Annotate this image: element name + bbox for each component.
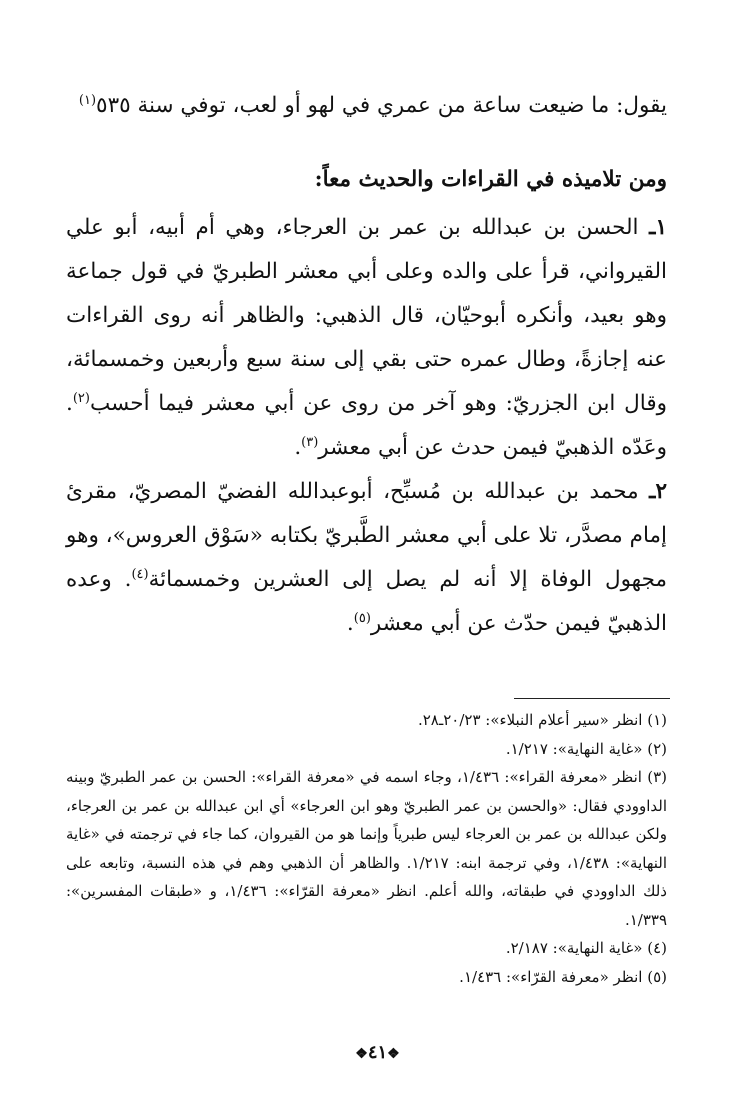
entry-text-continued: . وعده الذهبيّ فيمن حدّث عن أبي معشر — [66, 567, 667, 636]
intro-text: يقول: ما ضيعت ساعة من عمري في لهو أو لعب، توفي سنة ٥٣٥ — [96, 93, 667, 118]
entry-number: ٢ـ — [649, 479, 667, 504]
ornament-right-icon: ❖ — [355, 1046, 368, 1062]
main-text — [66, 84, 667, 646]
footnote-ref-3[interactable]: (٣) — [301, 434, 319, 450]
intro-paragraph — [66, 84, 667, 128]
page-number — [0, 1042, 755, 1063]
page-number-text: ٤١ — [367, 1042, 388, 1063]
footnote-ref-2[interactable]: (٢) — [72, 390, 90, 406]
footnote-3: (٣) انظر «معرفة القراء»: ١/٤٣٦، وجاء اسمه في «معرفة القراء»: الحسن بن عمر الطبريّ وبينه الداوودي فقال: «والحسن بن عمر الطبريّ وهو ابن العرجاء» أي ابن عبدالله بن عمر بن العرجاء، ولكن عبدالله بن عمر بن العرجاء ليس طبرياً وإنما هو من القيروان، كما جاء في ترجمته في «غاية النهاية»: ١/٤٣٨، وفي ترجمة ابنه: ١/٢١٧. والظاهر أن الذهبي وهم في هذه النسبة، وتابعه على ذلك الداوودي في طبقاته، والله أعلم. انظر «معرفة القرّاء»: ١/٤٣٦، و «طبقات المفسرين»: ١/٣٣٩. — [66, 768, 668, 929]
footnote-ref-1[interactable]: (١) — [78, 92, 97, 108]
footnote-1: (١) انظر «سير أعلام النبلاء»: ٢٠/٢٣ـ٢٨. — [417, 711, 667, 729]
footnotes — [66, 706, 667, 991]
section-heading: ومن تلاميذه في القراءات والحديث معاً: — [314, 167, 667, 192]
entry-end: . — [346, 611, 354, 636]
entry-end: . — [294, 435, 302, 460]
entry-text: محمد بن عبدالله بن مُسبِّح، أبوعبدالله الفضيّ المصريّ، مقرئ إمام مصدَّر، تلا على أبي معشر الطَّبريّ بكتابه «سَوْق العروس»، وهو مجهول الوفاة إلا أنه لم يصل إلى العشرين وخمسمائة — [66, 479, 667, 592]
entry-2 — [66, 470, 667, 646]
entry-text-continued: . وعَدّه الذهبيّ فيمن حدث عن أبي معشر — [66, 391, 667, 460]
footnote-divider — [514, 698, 670, 699]
footnote-2: (٢) «غاية النهاية»: ١/٢١٧. — [505, 739, 667, 758]
entry-text: الحسن بن عبدالله بن عمر بن العرجاء، وهي أم أبيه، أبو علي القيرواني، قرأ على والده وعلى أبي معشر الطبريّ في قول جماعة وهو بعيد، وأنكره أبوحيّان، قال الذهبي: والظاهر أنه روى القراءات عنه إجازةً، وطال عمره حتى بقي إلى سنة سبع وأربعين وخمسمائة، وقال ابن الجزريّ: وهو آخر من روى عن أبي معشر فيما أحسب — [66, 215, 667, 416]
footnote-4: (٤) «غاية النهاية»: ٢/١٨٧. — [505, 939, 667, 957]
footnote-5: (٥) انظر «معرفة القرّاء»: ١/٤٣٦. — [459, 967, 667, 986]
footnote-ref-4[interactable]: (٤) — [131, 566, 149, 582]
ornament-left-icon: ❖ — [387, 1046, 400, 1062]
entry-number: ١ـ — [649, 215, 667, 240]
entry-1 — [66, 206, 667, 470]
footnote-ref-5[interactable]: (٥) — [353, 610, 371, 626]
